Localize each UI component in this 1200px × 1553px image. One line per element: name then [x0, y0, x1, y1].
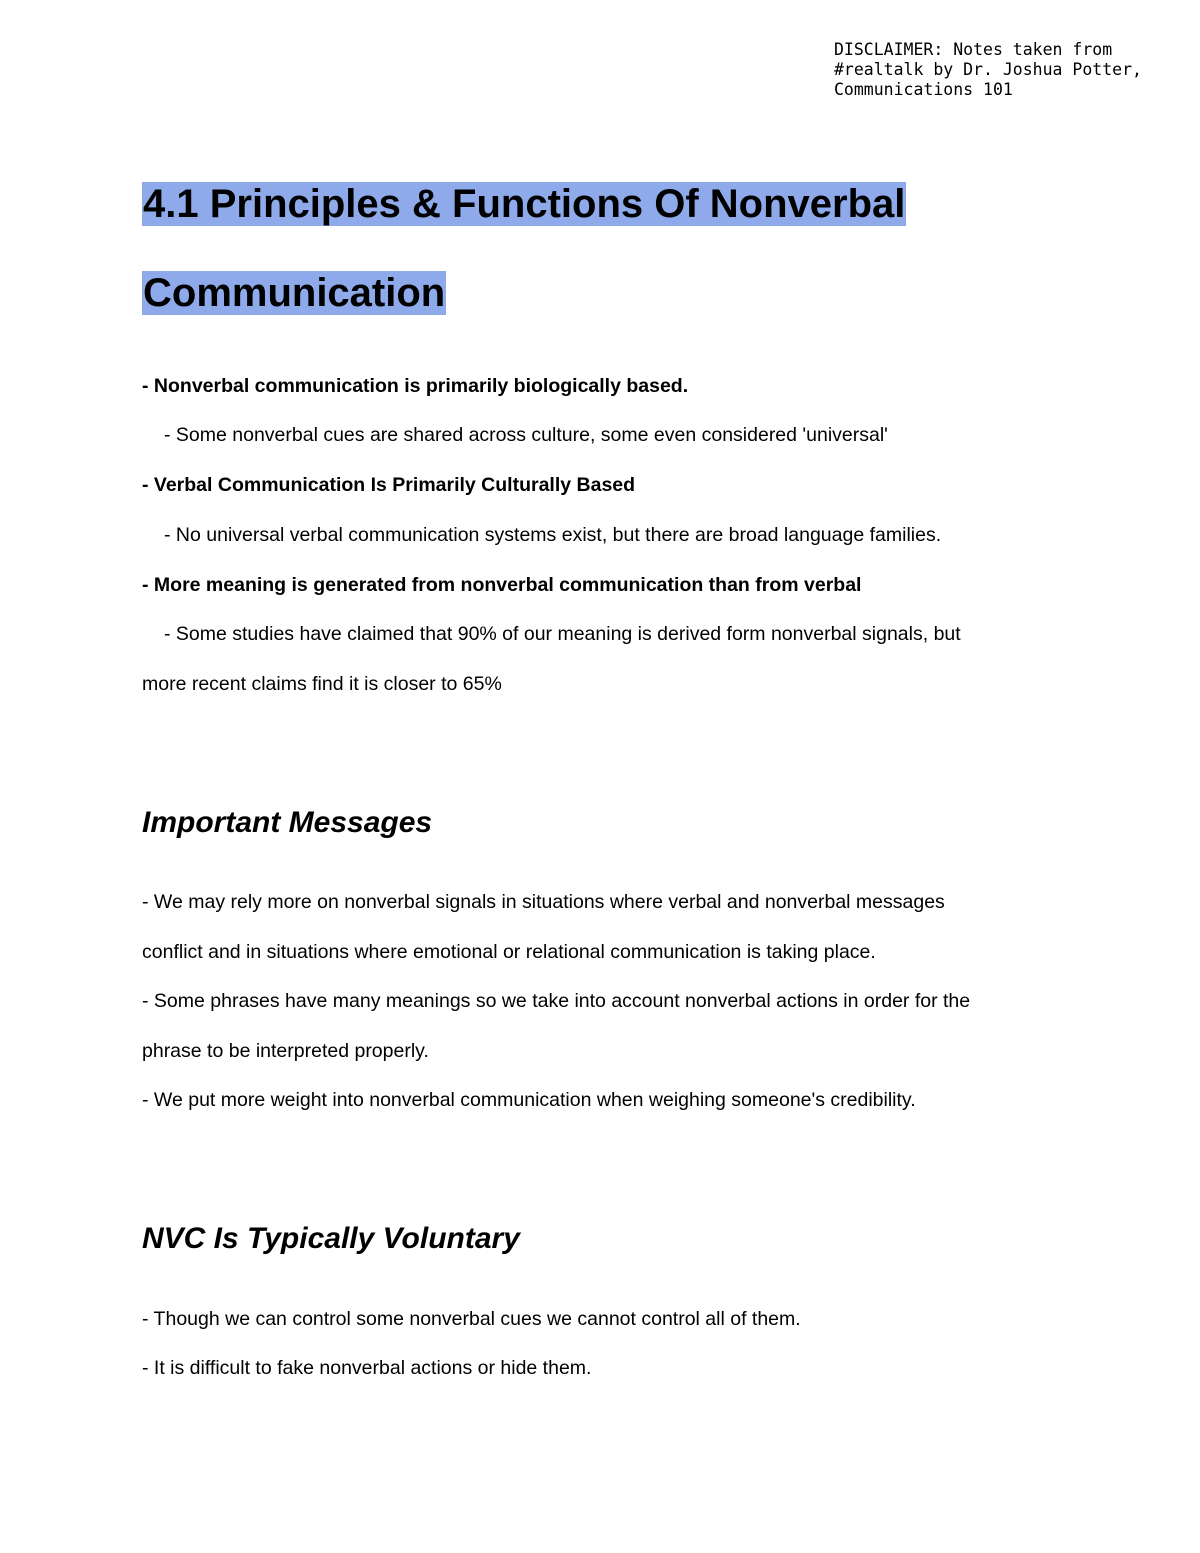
important-messages-line: - We put more weight into nonverbal communication when weighing someone's credibility.	[142, 1089, 916, 1111]
page-title-continued	[142, 270, 446, 316]
important-messages-line: - Some phrases have many meanings so we take into account nonverbal actions in order for the	[142, 990, 971, 1012]
principle-meaning-detail-continued: more recent claims find it is closer to 65%	[142, 673, 502, 695]
important-messages-line: phrase to be interpreted properly.	[142, 1040, 429, 1062]
principle-cultural: - Verbal Communication Is Primarily Culturally Based	[142, 474, 636, 496]
principle-cultural-detail: - No universal verbal communication systems exist, but there are broad language families.	[164, 524, 942, 546]
important-messages-line: - We may rely more on nonverbal signals in situations where verbal and nonverbal messages	[142, 891, 945, 913]
principle-meaning-detail: - Some studies have claimed that 90% of our meaning is derived form nonverbal signals, but	[164, 623, 961, 645]
page-title	[142, 181, 906, 227]
nvc-voluntary-line: - Though we can control some nonverbal cues we cannot control all of them.	[142, 1308, 801, 1330]
principle-biological: - Nonverbal communication is primarily biologically based.	[142, 375, 689, 397]
disclaimer-line: Communications 101	[834, 80, 1013, 99]
page-title-line-1: 4.1 Principles & Functions Of Nonverbal	[143, 182, 906, 226]
principle-meaning: - More meaning is generated from nonverbal communication than from verbal	[142, 574, 862, 596]
important-messages-line: conflict and in situations where emotional or relational communication is taking place.	[142, 941, 876, 963]
nvc-voluntary-line: - It is difficult to fake nonverbal actions or hide them.	[142, 1357, 592, 1379]
section-heading-important-messages: Important Messages	[142, 806, 433, 839]
principle-biological-detail: - Some nonverbal cues are shared across culture, some even considered 'universal'	[164, 424, 888, 446]
disclaimer-note	[834, 40, 1174, 100]
section-heading-nvc-voluntary: NVC Is Typically Voluntary	[142, 1222, 520, 1255]
disclaimer-line: #realtalk by Dr. Joshua Potter,	[834, 60, 1142, 79]
page-title-line-2: Communication	[143, 271, 446, 315]
disclaimer-line: DISCLAIMER: Notes taken from	[834, 40, 1113, 59]
